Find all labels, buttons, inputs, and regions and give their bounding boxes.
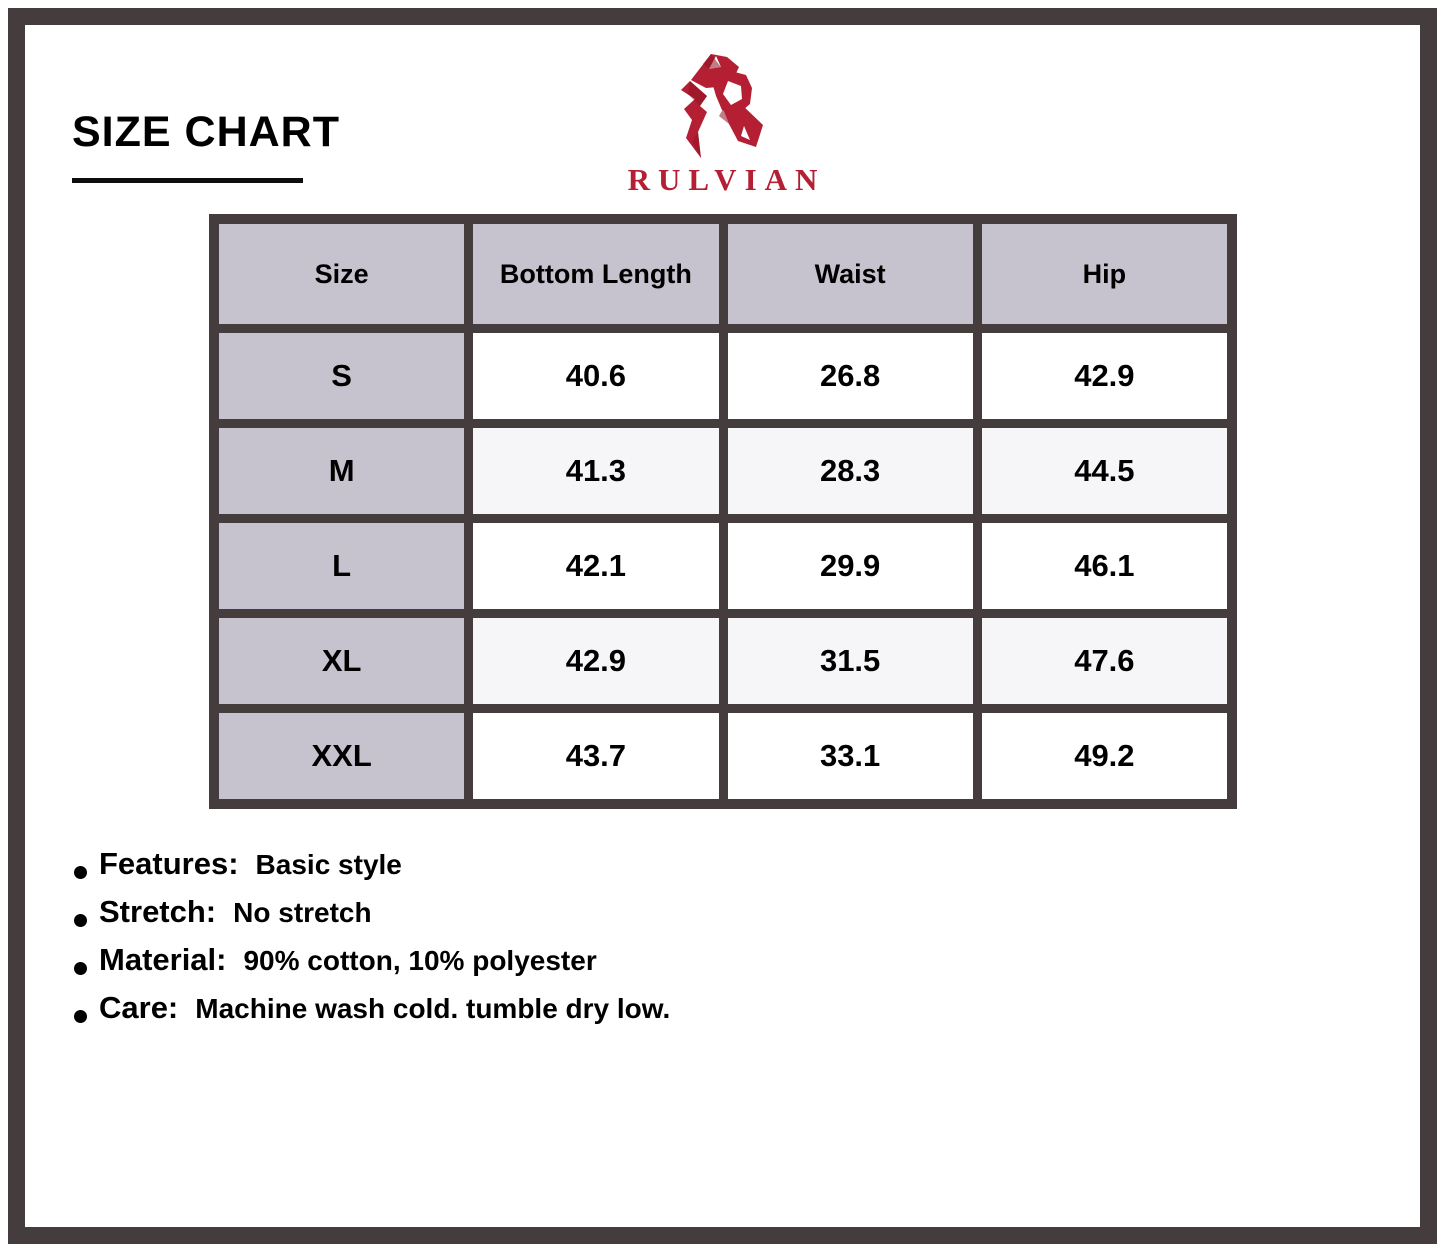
value-cell: 31.5 [728,618,973,704]
detail-item-stretch [74,894,670,942]
value-cell: 33.1 [728,713,973,799]
value-cell: 28.3 [728,428,973,514]
detail-label: Stretch: [99,894,217,929]
brand-name: RULVIAN [627,162,826,197]
value-cell: 41.3 [473,428,718,514]
brand-logo [613,46,833,198]
column-header-bottom-length: Bottom Length [473,224,718,324]
value-cell: 26.8 [728,333,973,419]
size-chart-table [209,214,1237,809]
title-underline [72,178,303,183]
value-cell: 43.7 [473,713,718,799]
size-cell-m: M [219,428,464,514]
value-cell: 40.6 [473,333,718,419]
detail-item-features [74,846,670,894]
value-cell: 42.1 [473,523,718,609]
bullet-icon [74,962,87,975]
detail-label: Material: [99,942,227,977]
detail-value: No stretch [233,897,372,928]
rulvian-r-logo-icon [671,46,775,160]
product-details-list [74,846,670,1038]
value-cell: 44.5 [982,428,1227,514]
column-header-waist: Waist [728,224,973,324]
detail-item-material [74,942,670,990]
detail-label: Features: [99,846,239,881]
value-cell: 47.6 [982,618,1227,704]
bullet-icon [74,914,87,927]
bullet-icon [74,866,87,879]
detail-item-care [74,990,670,1038]
bullet-icon [74,1010,87,1023]
size-cell-l: L [219,523,464,609]
size-cell-s: S [219,333,464,419]
page-title: SIZE CHART [72,108,340,156]
column-header-hip: Hip [982,224,1227,324]
size-cell-xl: XL [219,618,464,704]
size-cell-xxl: XXL [219,713,464,799]
value-cell: 49.2 [982,713,1227,799]
detail-value: 90% cotton, 10% polyester [243,945,597,976]
value-cell: 29.9 [728,523,973,609]
value-cell: 46.1 [982,523,1227,609]
value-cell: 42.9 [982,333,1227,419]
column-header-size: Size [219,224,464,324]
detail-value: Basic style [255,849,402,880]
detail-value: Machine wash cold. tumble dry low. [195,993,671,1024]
value-cell: 42.9 [473,618,718,704]
detail-label: Care: [99,990,179,1025]
